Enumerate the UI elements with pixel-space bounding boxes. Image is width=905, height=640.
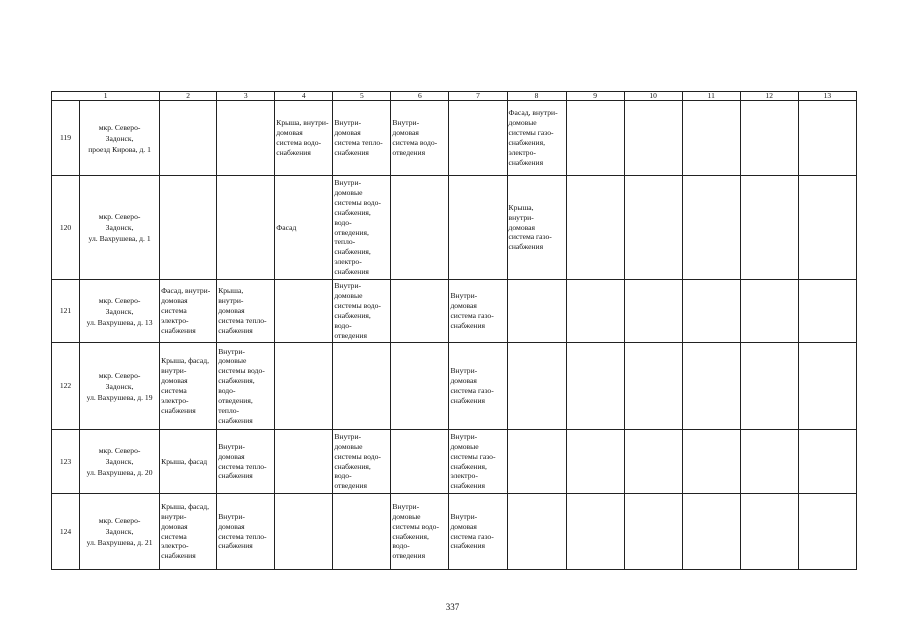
cell-line: система: [161, 386, 187, 395]
cell-line: Крыша, фасад: [161, 456, 208, 466]
cell-line: электро-: [508, 147, 536, 157]
cell-line: системы газо-: [450, 451, 496, 461]
cell-line: Фасад, внутри-: [161, 286, 211, 296]
cell-line: снабжения: [450, 481, 486, 491]
cell-line: Внутри-: [450, 291, 478, 301]
cell-col-9: [566, 176, 624, 280]
cell-col-7: [449, 101, 507, 176]
cell-col-7: [449, 280, 507, 343]
cell-line: системы газо-: [508, 128, 554, 138]
address-line: Задонск,: [105, 306, 134, 316]
cell-col-11: [682, 430, 740, 494]
cell-col-4: [275, 494, 333, 570]
cell-col-10: [624, 343, 682, 430]
column-header: 13: [798, 92, 856, 101]
cell-col-12: [740, 176, 798, 280]
cell-line: домовая: [218, 451, 245, 461]
cell-col-3: [217, 430, 275, 494]
cell-col-2: [160, 101, 217, 176]
cell-line: электро-: [450, 471, 478, 481]
cell-line: система газо-: [450, 386, 494, 395]
cell-line: система тепло-: [334, 138, 383, 147]
row-number: 119: [52, 101, 80, 176]
cell-line: домовые: [508, 118, 537, 128]
cell-col-12: [740, 280, 798, 343]
cell-col-4: [275, 343, 333, 430]
cell-line: системы водо-: [334, 451, 381, 461]
table-row: [52, 430, 857, 494]
page-number: 337: [445, 602, 460, 612]
cell-col-5: [333, 430, 391, 494]
cell-col-3: [217, 280, 275, 343]
column-header: 1: [52, 92, 160, 101]
cell-line: снабжения: [334, 266, 369, 276]
address-line: ул. Вахрушева, д. 1: [88, 234, 151, 243]
cell-col-5: [333, 176, 391, 280]
cell-line: Внутри-: [334, 118, 362, 128]
cell-line: Фасад: [276, 222, 297, 232]
column-header: 6: [391, 92, 449, 101]
cell-line: Внутри-: [218, 511, 245, 521]
cell-line: Внутри-: [392, 118, 420, 128]
column-header: 3: [217, 92, 275, 101]
cell-col-13: [798, 101, 856, 176]
cell-line: система: [161, 531, 187, 541]
address-cell: [80, 494, 160, 570]
cell-line: водо-: [218, 386, 236, 395]
address-cell: [80, 280, 160, 343]
cell-col-6: [391, 343, 449, 430]
address-line: мкр. Северо-: [98, 212, 141, 221]
column-header: 10: [624, 92, 682, 101]
cell-line: снабжения: [450, 320, 486, 330]
cell-line: снабжения: [161, 551, 196, 561]
cell-line: отведения: [334, 481, 367, 491]
cell-col-6: [391, 280, 449, 343]
cell-line: домовые: [334, 291, 363, 301]
cell-col-13: [798, 176, 856, 280]
cell-col-13: [798, 494, 856, 570]
cell-col-7: [449, 494, 507, 570]
cell-col-7: [449, 430, 507, 494]
cell-line: внутри-: [161, 366, 187, 376]
cell-col-11: [682, 494, 740, 570]
cell-line: системы водо-: [218, 366, 265, 376]
cell-line: Внутри-: [218, 346, 245, 356]
cell-line: отведения: [392, 147, 426, 157]
cell-col-3: [217, 343, 275, 430]
cell-line: отведения,: [218, 395, 253, 405]
cell-line: домовая: [450, 521, 477, 531]
cell-line: системы водо-: [334, 301, 381, 311]
data-table: [51, 91, 857, 570]
cell-col-10: [624, 280, 682, 343]
cell-line: системы водо-: [392, 521, 439, 531]
cell-line: снабжения,: [334, 461, 371, 471]
table-row: [52, 101, 857, 176]
address-cell: [80, 101, 160, 176]
cell-line: система газо-: [450, 531, 494, 541]
cell-line: Крыша, внутри-: [276, 118, 329, 128]
cell-col-11: [682, 343, 740, 430]
cell-line: домовые: [334, 188, 363, 198]
column-header: 8: [507, 92, 566, 101]
cell-line: снабжения: [218, 541, 253, 551]
cell-col-3: [217, 176, 275, 280]
cell-col-9: [566, 430, 624, 494]
cell-col-12: [740, 430, 798, 494]
cell-line: система тепло-: [218, 531, 267, 541]
table-body: [52, 92, 857, 570]
cell-line: снабжения: [218, 325, 253, 335]
cell-col-4: [275, 176, 333, 280]
cell-line: снабжения: [218, 415, 253, 425]
cell-line: снабжения: [161, 405, 196, 415]
cell-line: домовая: [334, 128, 361, 138]
cell-line: снабжения,: [218, 376, 255, 386]
cell-line: домовые: [450, 441, 479, 451]
cell-line: электро-: [161, 395, 189, 405]
cell-col-11: [682, 101, 740, 176]
column-header: 4: [275, 92, 333, 101]
cell-col-3: [217, 494, 275, 570]
cell-line: водо-: [334, 217, 352, 227]
cell-col-9: [566, 343, 624, 430]
cell-col-12: [740, 494, 798, 570]
cell-line: Крыша,: [508, 202, 534, 212]
address-cell: [80, 343, 160, 430]
cell-col-9: [566, 494, 624, 570]
cell-col-10: [624, 176, 682, 280]
cell-col-4: [275, 280, 333, 343]
cell-line: снабжения,: [450, 461, 487, 471]
row-number: 122: [52, 343, 80, 430]
cell-col-9: [566, 101, 624, 176]
address-line: Задонск,: [105, 223, 134, 232]
cell-line: внутри-: [161, 511, 187, 521]
cell-col-13: [798, 343, 856, 430]
cell-line: снабжения: [508, 157, 544, 167]
header-row: [52, 92, 857, 101]
cell-line: домовая: [276, 128, 303, 138]
cell-line: Внутри-: [334, 281, 362, 291]
cell-line: отведения: [392, 551, 426, 561]
row-number: 124: [52, 494, 80, 570]
cell-line: тепло-: [334, 237, 356, 247]
cell-line: Внутри-: [334, 178, 362, 188]
cell-line: снабжения,: [334, 311, 371, 320]
address-line: ул. Вахрушева, д. 20: [86, 468, 153, 477]
address-line: Задонск,: [105, 457, 134, 466]
cell-col-5: [333, 280, 391, 343]
address-line: мкр. Северо-: [98, 446, 141, 455]
cell-col-5: [333, 101, 391, 176]
cell-line: Внутри-: [450, 431, 478, 441]
cell-line: система газо-: [508, 232, 552, 242]
cell-line: домовая: [508, 222, 535, 232]
cell-line: системы водо-: [334, 197, 381, 207]
cell-line: отведения,: [334, 227, 369, 237]
address-line: Задонск,: [105, 527, 134, 536]
cell-col-10: [624, 430, 682, 494]
cell-line: снабжения: [218, 471, 253, 481]
column-header: 7: [449, 92, 507, 101]
address-line: мкр. Северо-: [98, 516, 141, 525]
cell-line: домовые: [392, 511, 421, 521]
cell-col-6: [391, 494, 449, 570]
cell-col-12: [740, 101, 798, 176]
cell-col-12: [740, 343, 798, 430]
row-number: 120: [52, 176, 80, 280]
cell-line: Внутри-: [450, 366, 478, 376]
address-line: ул. Вахрушева, д. 21: [86, 538, 153, 547]
address-cell: [80, 176, 160, 280]
cell-col-2: [160, 494, 217, 570]
table-row: [52, 176, 857, 280]
address-line: Задонск,: [105, 381, 134, 391]
cell-col-13: [798, 280, 856, 343]
cell-col-5: [333, 343, 391, 430]
cell-col-6: [391, 176, 449, 280]
cell-col-13: [798, 430, 856, 494]
cell-line: снабжения: [334, 147, 369, 157]
cell-line: внутри-: [508, 212, 534, 222]
column-header: 9: [566, 92, 624, 101]
row-number: 121: [52, 280, 80, 343]
cell-line: система водо-: [276, 138, 322, 147]
table-row: [52, 343, 857, 430]
column-header: 12: [740, 92, 798, 101]
cell-col-8: [507, 430, 566, 494]
cell-line: домовая: [450, 376, 477, 386]
cell-line: система газо-: [450, 311, 494, 320]
address-line: мкр. Северо-: [98, 295, 141, 305]
cell-line: Внутри-: [450, 511, 478, 521]
cell-col-8: [507, 494, 566, 570]
cell-col-11: [682, 176, 740, 280]
cell-col-6: [391, 101, 449, 176]
row-number: 123: [52, 430, 80, 494]
address-cell: [80, 430, 160, 494]
cell-line: Внутри-: [218, 441, 245, 451]
cell-line: снабжения,: [508, 138, 546, 147]
cell-line: система: [161, 306, 187, 316]
cell-col-4: [275, 101, 333, 176]
cell-line: система тепло-: [218, 461, 267, 471]
cell-line: домовая: [218, 306, 245, 316]
cell-col-5: [333, 494, 391, 570]
table-row: [52, 494, 857, 570]
cell-line: снабжения: [161, 325, 196, 335]
cell-line: домовая: [450, 301, 477, 311]
column-header: 11: [682, 92, 740, 101]
address-line: мкр. Северо-: [98, 370, 141, 380]
cell-line: отведения: [334, 330, 367, 340]
table-row: [52, 280, 857, 343]
cell-col-8: [507, 280, 566, 343]
cell-line: водо-: [334, 471, 352, 481]
cell-col-3: [217, 101, 275, 176]
cell-line: снабжения: [276, 147, 311, 157]
cell-line: электро-: [161, 541, 189, 551]
cell-col-7: [449, 343, 507, 430]
cell-line: снабжения,: [334, 247, 371, 257]
cell-line: Внутри-: [392, 501, 420, 511]
cell-col-4: [275, 430, 333, 494]
address-line: ул. Вахрушева, д. 13: [86, 317, 153, 327]
cell-line: водо-: [392, 541, 410, 551]
cell-line: домовые: [218, 356, 247, 366]
cell-col-8: [507, 176, 566, 280]
cell-col-7: [449, 176, 507, 280]
cell-line: Крыша, фасад,: [161, 501, 209, 511]
column-header: 2: [160, 92, 217, 101]
cell-col-9: [566, 280, 624, 343]
cell-col-2: [160, 176, 217, 280]
cell-col-8: [507, 101, 566, 176]
cell-line: электро-: [161, 315, 189, 325]
cell-col-11: [682, 280, 740, 343]
cell-line: водо-: [334, 320, 352, 330]
address-line: мкр. Северо-: [98, 122, 141, 132]
cell-line: домовая: [218, 521, 245, 531]
address-line: ул. Вахрушева, д. 19: [86, 392, 153, 402]
cell-line: домовая: [161, 521, 188, 531]
address-line: Задонск,: [105, 133, 134, 143]
column-header: 5: [333, 92, 391, 101]
cell-line: Фасад, внутри-: [508, 108, 558, 118]
cell-col-8: [507, 343, 566, 430]
cell-line: снабжения: [450, 541, 486, 551]
cell-line: домовая: [161, 296, 188, 306]
cell-line: электро-: [334, 257, 362, 267]
cell-line: снабжения,: [334, 207, 371, 217]
cell-line: Внутри-: [334, 431, 362, 441]
cell-line: снабжения,: [392, 531, 429, 541]
cell-line: домовая: [161, 376, 188, 386]
cell-line: снабжения: [508, 242, 544, 252]
cell-line: система тепло-: [218, 315, 267, 325]
cell-line: Крыша, фасад,: [161, 356, 209, 366]
cell-line: Крыша,: [218, 286, 244, 296]
cell-line: система водо-: [392, 138, 438, 147]
cell-col-10: [624, 101, 682, 176]
cell-line: тепло-: [218, 405, 240, 415]
cell-col-2: [160, 343, 217, 430]
cell-col-2: [160, 430, 217, 494]
cell-line: домовые: [334, 441, 363, 451]
cell-col-10: [624, 494, 682, 570]
address-line: проезд Кирова, д. 1: [88, 144, 151, 154]
cell-col-2: [160, 280, 217, 343]
cell-col-6: [391, 430, 449, 494]
cell-line: домовая: [392, 128, 419, 138]
cell-line: снабжения: [450, 395, 486, 405]
cell-line: внутри-: [218, 296, 244, 306]
